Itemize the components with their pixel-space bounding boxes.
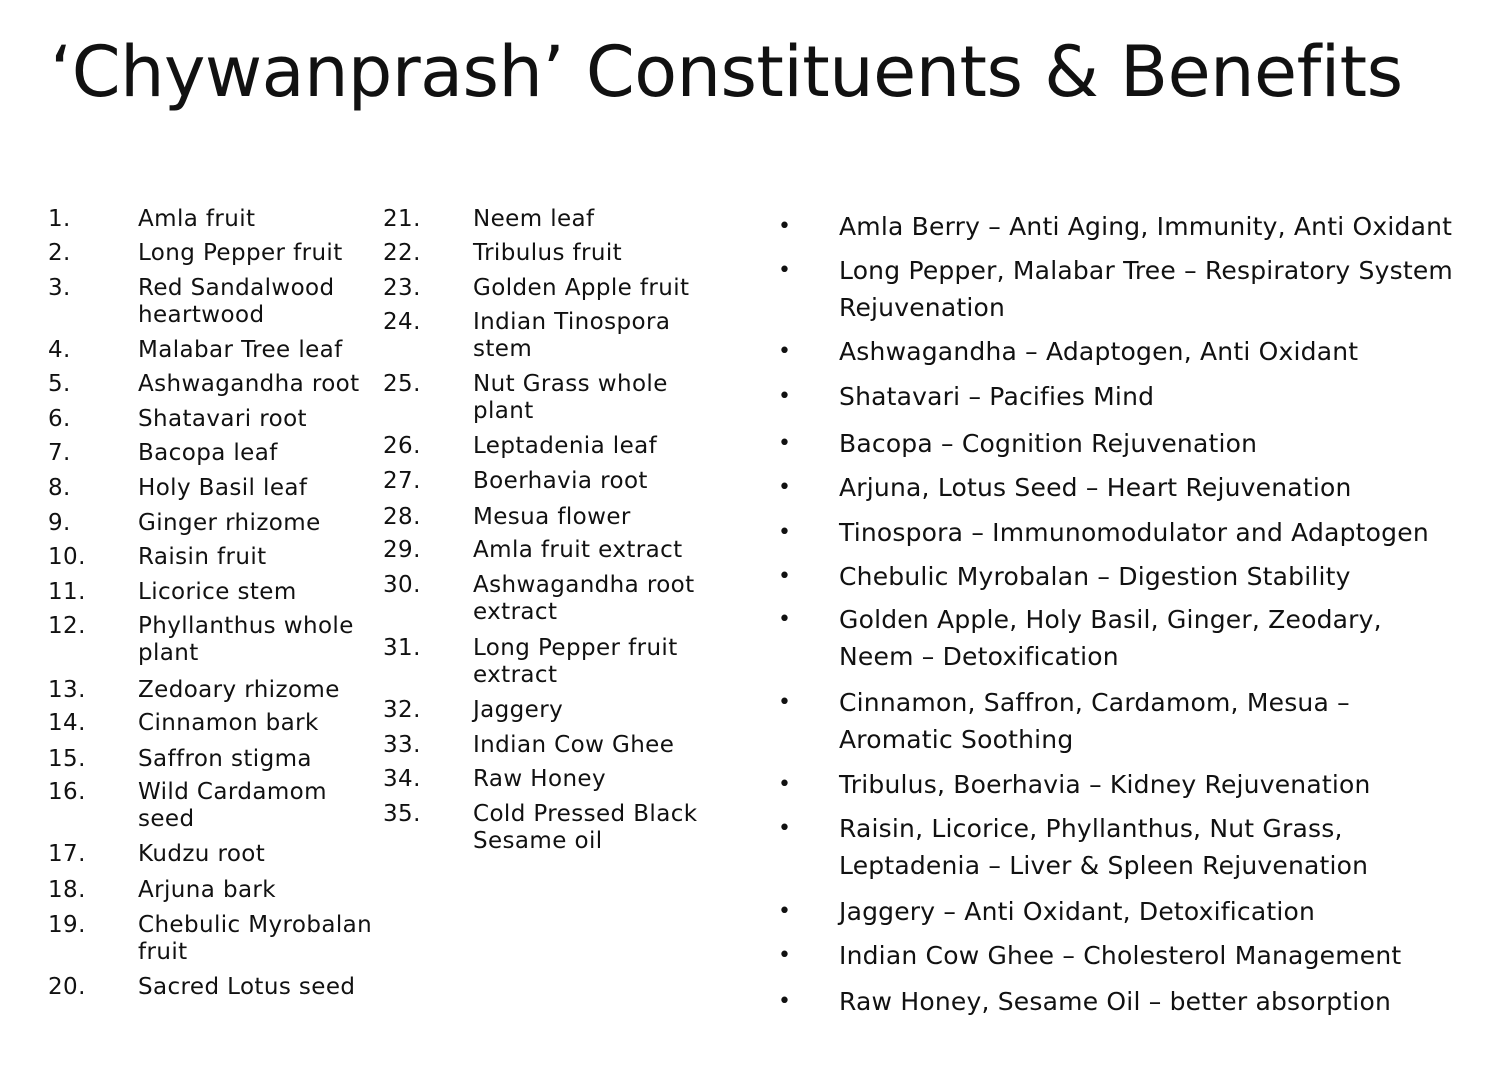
ingredient-number: 22.: [383, 240, 421, 266]
ingredient-number: 9.: [48, 510, 71, 536]
benefit-text: Raw Honey, Sesame Oil – better absorption: [839, 987, 1391, 1016]
ingredient-number: 29.: [383, 537, 421, 563]
ingredient-name: Arjuna bark: [138, 877, 277, 903]
ingredient-name: Raw Honey: [473, 766, 606, 792]
ingredient-name: Neem leaf: [473, 206, 595, 232]
ingredient-number: 34.: [383, 766, 421, 792]
benefit-text: Arjuna, Lotus Seed – Heart Rejuvenation: [839, 473, 1352, 502]
ingredient-name: Malabar Tree leaf: [138, 337, 343, 363]
ingredient-name: Holy Basil leaf: [138, 475, 308, 501]
ingredient-name: Bacopa leaf: [138, 440, 278, 466]
ingredient-name: Mesua flower: [473, 504, 631, 530]
ingredient-name: Long Pepper fruit: [138, 240, 343, 266]
ingredient-name: Ginger rhizome: [138, 510, 321, 536]
ingredient-number: 7.: [48, 440, 71, 466]
ingredient-name: Amla fruit extract: [473, 537, 683, 563]
ingredient-name: Jaggery: [473, 697, 564, 723]
ingredient-number: 30.: [383, 572, 421, 598]
ingredient-number: 25.: [383, 371, 421, 397]
benefit-text: Long Pepper, Malabar Tree – Respiratory System Rejuvenation: [839, 256, 1453, 322]
benefit-text: Jaggery – Anti Oxidant, Detoxification: [839, 897, 1316, 926]
ingredient-name: Tribulus fruit: [473, 240, 623, 266]
ingredient-number: 11.: [48, 579, 86, 605]
bullet-icon: •: [778, 258, 792, 283]
ingredient-number: 4.: [48, 337, 71, 363]
bullet-icon: •: [778, 772, 792, 797]
ingredient-name: Red Sandalwood heartwood: [138, 275, 335, 328]
ingredient-number: 18.: [48, 877, 86, 903]
ingredient-number: 23.: [383, 275, 421, 301]
bullet-icon: •: [778, 899, 792, 924]
bullet-icon: •: [778, 607, 792, 632]
benefit-text: Cinnamon, Saffron, Cardamom, Mesua – Aromatic Soothing: [839, 688, 1350, 754]
ingredient-number: 21.: [383, 206, 421, 232]
bullet-icon: •: [778, 816, 792, 841]
ingredient-name: Nut Grass whole plant: [473, 371, 668, 424]
benefit-text: Raisin, Licorice, Phyllanthus, Nut Grass, Leptadenia – Liver & Spleen Rejuvenation: [839, 814, 1369, 880]
bullet-icon: •: [778, 943, 792, 968]
ingredient-number: 5.: [48, 371, 71, 397]
bullet-icon: •: [778, 339, 792, 364]
ingredient-name: Licorice stem: [138, 579, 297, 605]
ingredient-name: Cinnamon bark: [138, 710, 319, 736]
ingredient-number: 6.: [48, 406, 71, 432]
ingredient-number: 12.: [48, 613, 86, 639]
ingredient-number: 19.: [48, 912, 86, 938]
ingredient-number: 15.: [48, 746, 86, 772]
ingredient-name: Saffron stigma: [138, 746, 312, 772]
benefit-text: Indian Cow Ghee – Cholesterol Management: [839, 941, 1402, 970]
bullet-icon: •: [778, 384, 792, 409]
benefit-text: Bacopa – Cognition Rejuvenation: [839, 429, 1258, 458]
benefit-text: Amla Berry – Anti Aging, Immunity, Anti Oxidant: [839, 212, 1453, 241]
ingredient-number: 13.: [48, 677, 86, 703]
page-title: ‘Chywanprash’ Constituents & Benefits: [50, 31, 1403, 113]
ingredient-name: Shatavari root: [138, 406, 307, 432]
bullet-icon: •: [778, 564, 792, 589]
benefit-text: Shatavari – Pacifies Mind: [839, 382, 1155, 411]
ingredient-name: Ashwagandha root extract: [473, 572, 695, 625]
ingredient-number: 35.: [383, 801, 421, 827]
ingredient-number: 2.: [48, 240, 71, 266]
bullet-icon: •: [778, 431, 792, 456]
bullet-icon: •: [778, 989, 792, 1014]
benefit-text: Chebulic Myrobalan – Digestion Stability: [839, 562, 1351, 591]
ingredient-name: Wild Cardamom seed: [138, 779, 327, 832]
ingredient-name: Boerhavia root: [473, 468, 648, 494]
ingredient-number: 8.: [48, 475, 71, 501]
ingredient-number: 28.: [383, 504, 421, 530]
ingredient-number: 3.: [48, 275, 71, 301]
ingredient-name: Leptadenia leaf: [473, 433, 658, 459]
ingredient-name: Golden Apple fruit: [473, 275, 690, 301]
ingredient-number: 17.: [48, 841, 86, 867]
ingredient-number: 31.: [383, 635, 421, 661]
bullet-icon: •: [778, 475, 792, 500]
ingredient-number: 20.: [48, 974, 86, 1000]
benefit-text: Golden Apple, Holy Basil, Ginger, Zeodary, Neem – Detoxification: [839, 605, 1382, 671]
ingredient-number: 10.: [48, 544, 86, 570]
ingredient-name: Kudzu root: [138, 841, 266, 867]
ingredient-number: 26.: [383, 433, 421, 459]
benefit-text: Tribulus, Boerhavia – Kidney Rejuvenation: [839, 770, 1371, 799]
bullet-icon: •: [778, 690, 792, 715]
ingredient-name: Long Pepper fruit extract: [473, 635, 678, 688]
ingredient-number: 32.: [383, 697, 421, 723]
ingredient-name: Cold Pressed Black Sesame oil: [473, 801, 698, 854]
ingredient-number: 24.: [383, 309, 421, 335]
ingredient-name: Indian Cow Ghee: [473, 732, 675, 758]
ingredient-number: 1.: [48, 206, 71, 232]
ingredient-name: Zedoary rhizome: [138, 677, 340, 703]
ingredient-name: Chebulic Myrobalan fruit: [138, 912, 373, 965]
benefit-text: Ashwagandha – Adaptogen, Anti Oxidant: [839, 337, 1359, 366]
ingredient-name: Sacred Lotus seed: [138, 974, 356, 1000]
ingredient-number: 16.: [48, 779, 86, 805]
ingredient-name: Amla fruit: [138, 206, 256, 232]
ingredient-name: Phyllanthus whole plant: [138, 613, 354, 666]
ingredient-name: Ashwagandha root: [138, 371, 360, 397]
bullet-icon: •: [778, 520, 792, 545]
ingredient-number: 33.: [383, 732, 421, 758]
bullet-icon: •: [778, 214, 792, 239]
ingredient-number: 27.: [383, 468, 421, 494]
ingredient-name: Indian Tinospora stem: [473, 309, 671, 362]
ingredient-name: Raisin fruit: [138, 544, 267, 570]
benefit-text: Tinospora – Immunomodulator and Adaptogen: [839, 518, 1429, 547]
ingredient-number: 14.: [48, 710, 86, 736]
